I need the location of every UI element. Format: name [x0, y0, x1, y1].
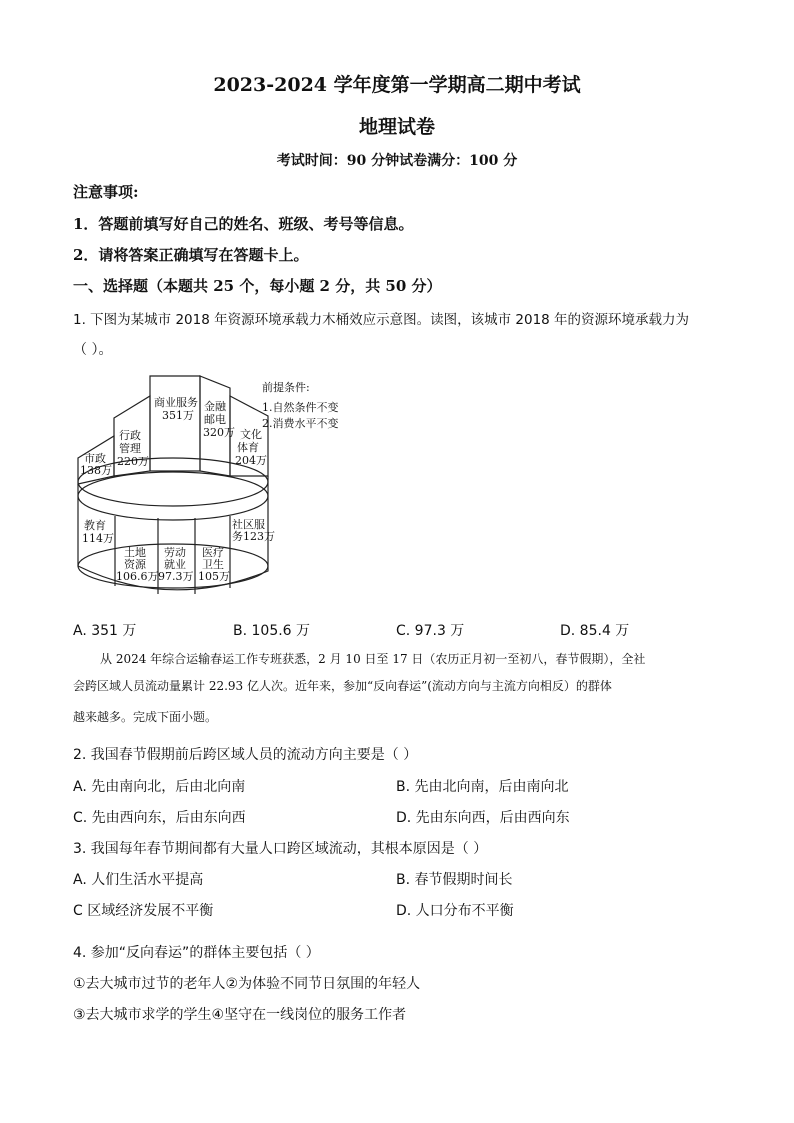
stave-value: 351万 — [162, 409, 194, 422]
conditions-title: 前提条件: — [262, 381, 310, 394]
stave-label: 教育 — [84, 519, 106, 532]
q4-line-2: ③去大城市求学的学生④坚守在一线岗位的服务工作者 — [73, 1007, 407, 1023]
subject-title: 地理试卷 — [358, 116, 435, 138]
note-item-1: 1．答题前填写好自己的姓名、班级、考号等信息。 — [73, 215, 414, 233]
stave-value: 114万 — [82, 532, 114, 545]
stave-value: 97.3万 — [158, 570, 194, 583]
exam-info: 考试时间：90 分钟试卷满分：100 分 — [276, 153, 518, 169]
stave-value: 105万 — [198, 570, 230, 583]
stave-label: 劳动 — [164, 546, 186, 559]
condition-1: 1.自然条件不变 — [262, 401, 339, 414]
q2-option-b[interactable]: B. 先由北向南，后由南向北 — [396, 779, 569, 795]
q1-option-a[interactable]: A. 351 万 — [73, 623, 137, 639]
stave-label: 就业 — [164, 558, 186, 571]
stave-value: 220万 — [117, 455, 149, 468]
q4-stem: 4. 参加“反向春运”的群体主要包括（ ） — [73, 945, 320, 961]
stave-commerce — [150, 376, 200, 471]
passage-line-1: 从 2024 年综合运输春运工作专班获悉，2 月 10 日至 17 日（农历正月初一至初八，春节假期），全社 — [100, 652, 646, 666]
q3-option-b[interactable]: B. 春节假期时间长 — [396, 872, 513, 888]
q1-option-b[interactable]: B. 105.6 万 — [233, 623, 311, 639]
stave-label: 医疗 — [202, 546, 224, 559]
stave-label: 土地 — [124, 546, 146, 559]
q2-option-a[interactable]: A. 先由南向北，后由北向南 — [73, 779, 246, 795]
stave-label: 卫生 — [202, 558, 224, 571]
q2-stem: 2. 我国春节假期前后跨区域人员的流动方向主要是（ ） — [73, 747, 418, 763]
q3-stem: 3. 我国每年春节期间都有大量人口跨区域流动，其根本原因是（ ） — [73, 841, 488, 857]
q2-option-d[interactable]: D. 先由东向西，后由西向东 — [396, 810, 570, 826]
q4-line-1: ①去大城市过节的老年人②为体验不同节日氛围的年轻人 — [73, 976, 421, 992]
q2-option-c[interactable]: C. 先由西向东，后由东向西 — [73, 810, 246, 826]
passage-line-2: 会跨区域人员流动量累计 22.93 亿人次。近年来，参加“反向春运”(流动方向与主流方向相反）的群体 — [73, 679, 612, 693]
stave-label: 体育 — [237, 441, 259, 454]
condition-2: 2.消费水平不变 — [262, 417, 339, 430]
stave-label: 资源 — [124, 558, 146, 571]
stave-label: 市政 — [84, 452, 106, 465]
notes-heading: 注意事项: — [73, 183, 139, 201]
stave-label: 金融 — [204, 400, 226, 413]
q1-stem-line1: 1. 下图为某城市 2018 年资源环境承载力木桶效应示意图。读图，该城市 2018 年的资源环境承载力为 — [73, 312, 690, 328]
note-item-2: 2．请将答案正确填写在答题卡上。 — [73, 246, 309, 264]
stave-value: 320万 — [203, 426, 235, 439]
stave-value: 204万 — [235, 454, 267, 467]
q3-option-d[interactable]: D. 人口分布不平衡 — [396, 903, 514, 919]
passage-line-3: 越来越多。完成下面小题。 — [73, 710, 218, 724]
stave-label: 行政 — [119, 429, 141, 442]
stave-label: 文化 — [240, 428, 262, 441]
q3-option-a[interactable]: A. 人们生活水平提高 — [73, 872, 204, 888]
q1-stem-line2: （ ）。 — [73, 342, 113, 358]
stave-label: 邮电 — [204, 413, 226, 426]
q1-option-d[interactable]: D. 85.4 万 — [560, 623, 630, 639]
stave-label: 社区服 — [232, 518, 265, 531]
q3-option-c[interactable]: C 区域经济发展不平衡 — [73, 903, 214, 919]
barrel-figure — [70, 366, 370, 606]
stave-value: 106.6万 — [116, 570, 159, 583]
exam-title: 2023-2024 学年度第一学期高二期中考试 — [213, 74, 581, 96]
q1-option-c[interactable]: C. 97.3 万 — [396, 623, 465, 639]
section-heading: 一、选择题（本题共 25 个，每小题 2 分，共 50 分） — [73, 277, 442, 295]
stave-label: 商业服务 — [154, 396, 198, 409]
stave-label: 务123万 — [232, 530, 275, 543]
stave-value: 138万 — [80, 464, 112, 477]
stave-label: 管理 — [119, 442, 141, 455]
